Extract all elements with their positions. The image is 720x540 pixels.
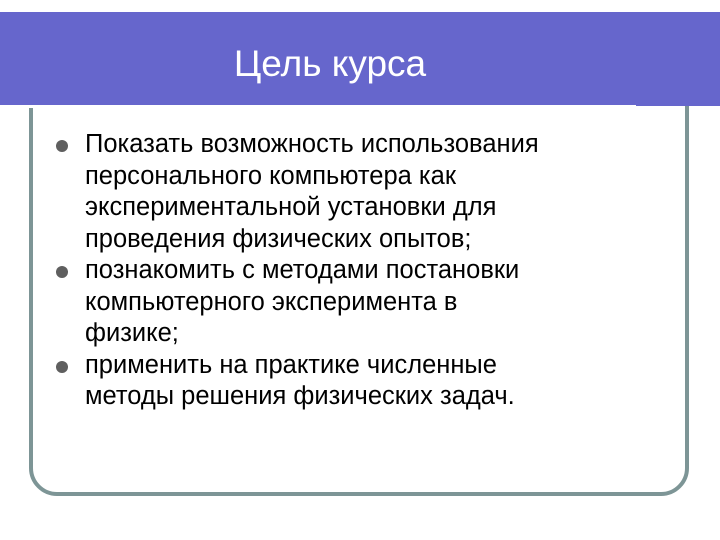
- bullet-dot-icon: [56, 140, 68, 152]
- bullet-list: [48, 129, 678, 413]
- bullet-item: [48, 129, 678, 255]
- bullet-dot-icon: [56, 266, 68, 278]
- bullet-line: персонального компьютера как: [85, 161, 456, 190]
- bullet-item: [48, 350, 678, 413]
- bullet-line: компьютерного эксперимента в: [85, 287, 458, 316]
- bullet-item: [48, 255, 678, 350]
- bullet-line: Показать возможность использования: [85, 130, 539, 158]
- slide-title: Цель курса: [233, 43, 427, 84]
- bullet-dot-icon: [56, 361, 68, 373]
- bullet-line: проведения физических опытов;: [85, 224, 472, 253]
- bullet-line: применить на практике численные: [85, 350, 497, 379]
- title-banner: [0, 12, 720, 106]
- bullet-line: познакомить с методами постановки: [85, 256, 520, 284]
- bullet-line: методы решения физических задач.: [85, 382, 515, 410]
- bullet-line: физике;: [85, 319, 179, 347]
- bullet-line: экспериментальной установки для: [85, 193, 497, 221]
- title-underline: [0, 105, 636, 108]
